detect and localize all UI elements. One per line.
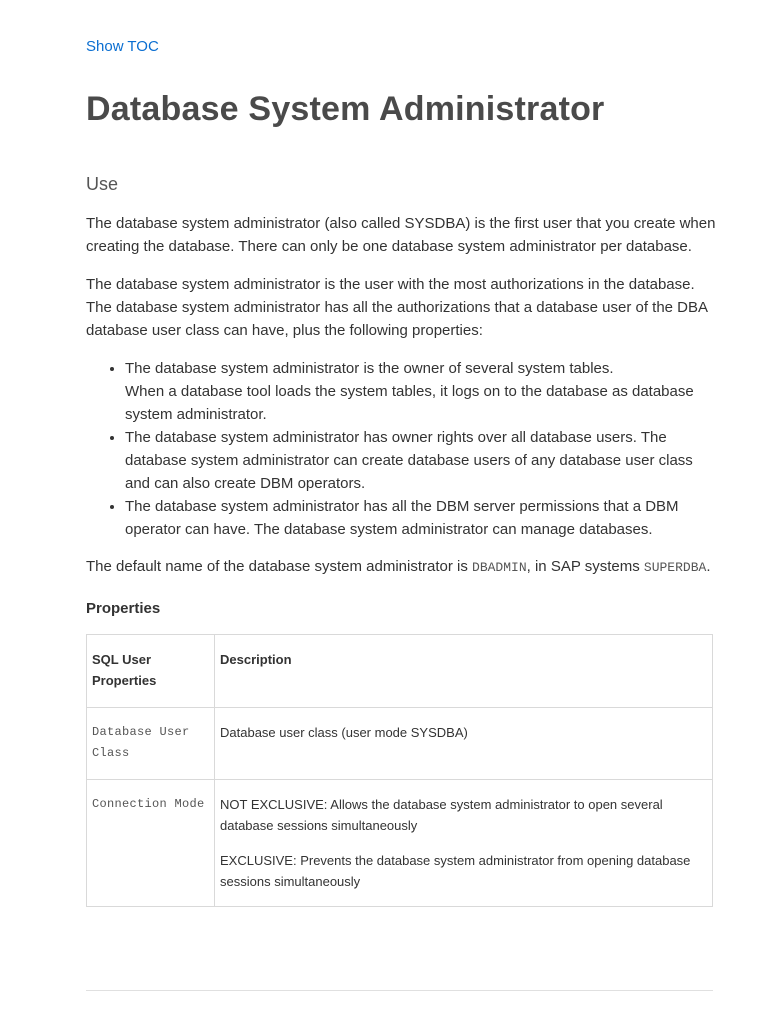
list-item-text: The database system administrator is the owner of several system tables. <box>125 360 614 377</box>
code-dbadmin: DBADMIN <box>472 560 527 575</box>
show-toc-link[interactable]: Show TOC <box>86 38 159 55</box>
footer-divider <box>86 990 713 991</box>
table-header-row <box>87 635 713 708</box>
description-text: Database user class (user mode SYSDBA) <box>220 725 468 740</box>
table-row <box>87 780 713 907</box>
paragraph-default-name <box>86 555 716 579</box>
list-item-text: The database system administrator has all the DBM server permissions that a DBM operator can have. The database system administrator can manage databases. <box>125 498 679 538</box>
code-superdba: SUPERDBA <box>643 560 707 575</box>
table-row <box>87 708 713 780</box>
properties-heading: Properties <box>86 600 161 617</box>
default-name-middle: , in SAP systems <box>526 558 644 575</box>
description-text: EXCLUSIVE: Prevents the database system administrator from opening database sessions simultaneously <box>220 853 691 889</box>
description-cell <box>215 708 713 780</box>
default-name-suffix: . <box>706 558 711 575</box>
paragraph-authorizations: The database system administrator is the user with the most authorizations in the database. The database system administrator has all the authorizations that a database user of the DBA database user class can have, plus the following properties: <box>86 276 708 339</box>
column-header-description: Description <box>215 635 713 708</box>
list-item <box>125 357 716 426</box>
property-cell: Database User Class <box>87 708 215 780</box>
paragraph-intro: The database system administrator (also called SYSDBA) is the first user that you create when creating the database. There can only be one database system administrator per database. <box>86 215 716 255</box>
properties-table <box>86 634 713 907</box>
description-text: NOT EXCLUSIVE: Allows the database system administrator to open several database sessions simultaneously <box>220 797 663 833</box>
list-item-text: The database system administrator has owner rights over all database users. The database system administrator can create database users of any database user class and can also create DBM operators. <box>125 429 693 492</box>
list-item <box>125 495 716 541</box>
properties-list <box>86 357 716 541</box>
property-cell: Connection Mode <box>87 780 215 907</box>
article-body <box>86 212 716 907</box>
list-item-subtext: When a database tool loads the system tables, it logs on to the database as database system administrator. <box>125 383 694 423</box>
column-header-sql-user-properties: SQL User Properties <box>87 635 215 708</box>
list-item <box>125 426 716 495</box>
description-cell <box>215 780 713 907</box>
page-title: Database System Administrator <box>86 90 605 128</box>
section-heading-use: Use <box>86 174 119 194</box>
default-name-prefix: The default name of the database system administrator is <box>86 558 473 575</box>
